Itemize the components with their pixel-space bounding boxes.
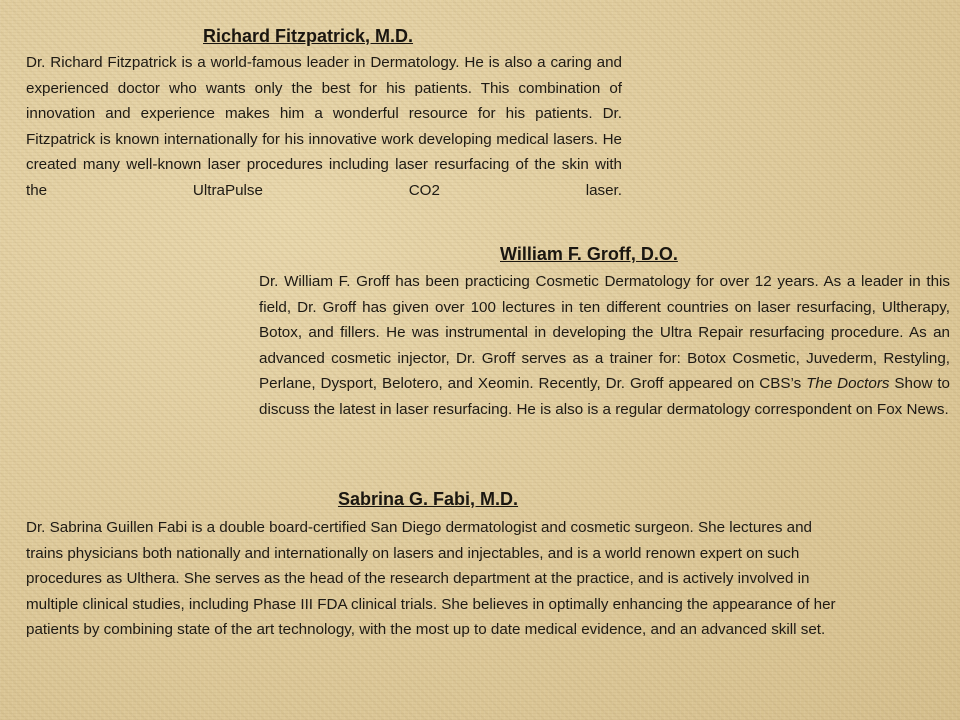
bio-text: Dr. Sabrina Guillen Fabi is a double board-certified San Diego dermatologist and cosmetic surgeon. She lectures and trains physicians both nationally and internationally on lasers and injectables, and is a world renown expert on such procedures as Ulthera. She serves as the head of the research department at the practice, and is actively involved in multiple clinical studies, including Phase III FDA clinical trials. She believes in optimally enhancing the appearance of her patients by combining state of the art technology, with the most up to date medical evidence, and an advanced skill set.	[26, 519, 836, 638]
show-title: The Doctors	[806, 375, 890, 392]
bio-text: Dr. Richard Fitzpatrick is a world-famous leader in Dermatology. He is also a caring and experienced doctor who wants only the best for his patients. This combination of innovation and experience makes him a wonderful resource for his patients. Dr. Fitzpatrick is known internationally for his innovative work developing medical lasers. He created many well-known laser procedures including laser resurfacing of the skin with the UltraPulse CO2 laser.	[26, 54, 622, 199]
bio-title: William F. Groff, D.O.	[500, 244, 678, 264]
bio-text-part: Dr. William F. Groff has been practicing Cosmetic Dermatology for over 12 years. As a leader in this field, Dr. Groff has given over 100 lectures in ten different countries on laser resurfacing, Ultherapy, Botox, and fillers. He was instrumental in developing the Ultra Repair resurfacing procedure. As an advanced cosmetic injector, Dr. Groff serves as a trainer for: Botox Cosmetic, Juvederm, Restyling, Perlane, Dysport, Belotero, and Xeomin. Recently, Dr. Groff appeared on CBS’s	[259, 273, 950, 392]
bio-text	[259, 269, 950, 422]
bio-title: Richard Fitzpatrick, M.D.	[203, 26, 414, 46]
bio-text-part: Show to discuss the latest in laser resurfacing. He is also is a regular dermatology correspondent on Fox News.	[259, 375, 951, 418]
bio-title: Sabrina G. Fabi, M.D.	[338, 489, 519, 509]
